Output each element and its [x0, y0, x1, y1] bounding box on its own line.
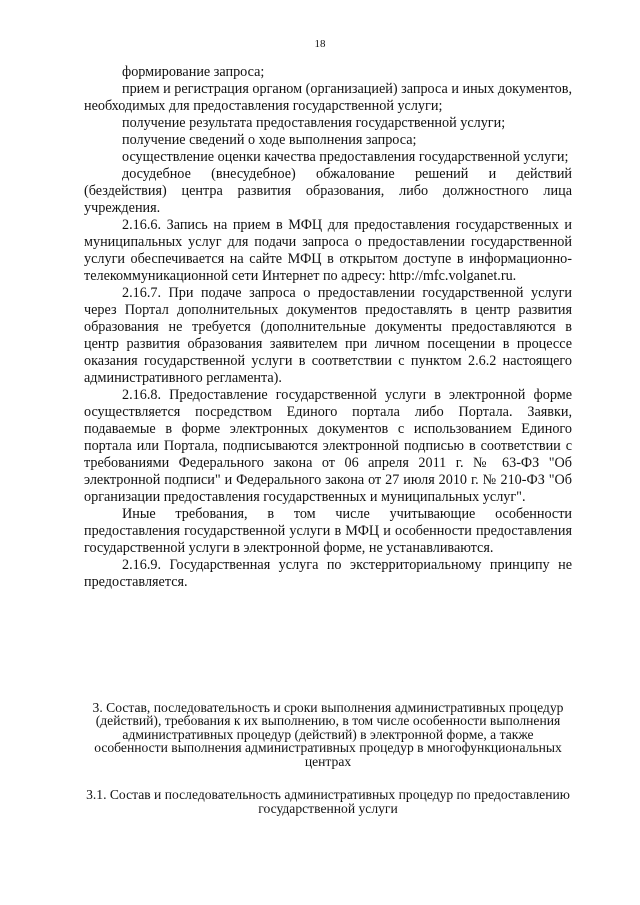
page-number: 18	[314, 38, 326, 50]
body-text	[84, 64, 572, 591]
paragraph: Иные требования, в том числе учитывающие особенности предоставления государственной услуги в МФЦ и особенности предоставления государственной услуги в электронной форме, не устанавливаются.	[84, 506, 572, 556]
paragraph: формирование запроса;	[122, 64, 265, 80]
paragraph: прием и регистрация органом (организацией) запроса и иных документов, необходимых для предоставления государственной услуги;	[84, 81, 572, 114]
paragraph: 2.16.9. Государственная услуга по экстерриториальному принципу не предоставляется.	[84, 557, 572, 590]
section-heading: 3. Состав, последовательность и сроки выполнения административных процедур (действий), требования к их выполнению, в том числе особенности выполнения административных процедур (действий) в электронной форме, а также особенности выполнения административных процедур в многофункциональных центрах	[92, 700, 564, 769]
paragraph: получение результата предоставления государственной услуги;	[122, 115, 506, 131]
paragraph: осуществление оценки качества предоставления государственной услуги;	[122, 149, 569, 165]
paragraph: 2.16.6. Запись на прием в МФЦ для предоставления государственных и муниципальных услуг для подачи запроса о предоставлении государственной услуги обеспечивается на сайте МФЦ в открытом доступе в информационно-телекоммуникационной сети Интернет по адресу: http://mfc.volganet.ru.	[84, 217, 572, 284]
paragraph: досудебное (внесудебное) обжалование решений и действий (бездействия) центра развития образования, либо должностного лица учреждения.	[84, 166, 572, 216]
section-headings	[84, 701, 572, 816]
paragraph: 2.16.8. Предоставление государственной услуги в электронной форме осуществляется посредством Единого портала либо Портала. Заявки, подаваемые в форме электронных документов с использованием Единого портала или Портала, подписываются электронной подписью в соответствии с требованиями Федерального закона от 06 апреля 2011 г. № 63-ФЗ "Об электронной подписи" и Федерального закона от 27 июля 2010 г. № 210-ФЗ "Об организации предоставления государственных и муниципальных услуг".	[84, 387, 572, 505]
paragraph: 2.16.7. При подаче запроса о предоставлении государственной услуги через Портал дополнительных документов предоставлять в центр развития образования не требуется (дополнительные документы предоставляются в центр развития образования заявителем при личном посещении в процессе оказания государственной услуги в соответствии с пунктом 2.6.2 настоящего административного регламента).	[84, 285, 572, 386]
subsection-heading: 3.1. Состав и последовательность административных процедур по предоставлению государственной услуги	[86, 787, 570, 817]
paragraph: получение сведений о ходе выполнения запроса;	[122, 132, 417, 148]
